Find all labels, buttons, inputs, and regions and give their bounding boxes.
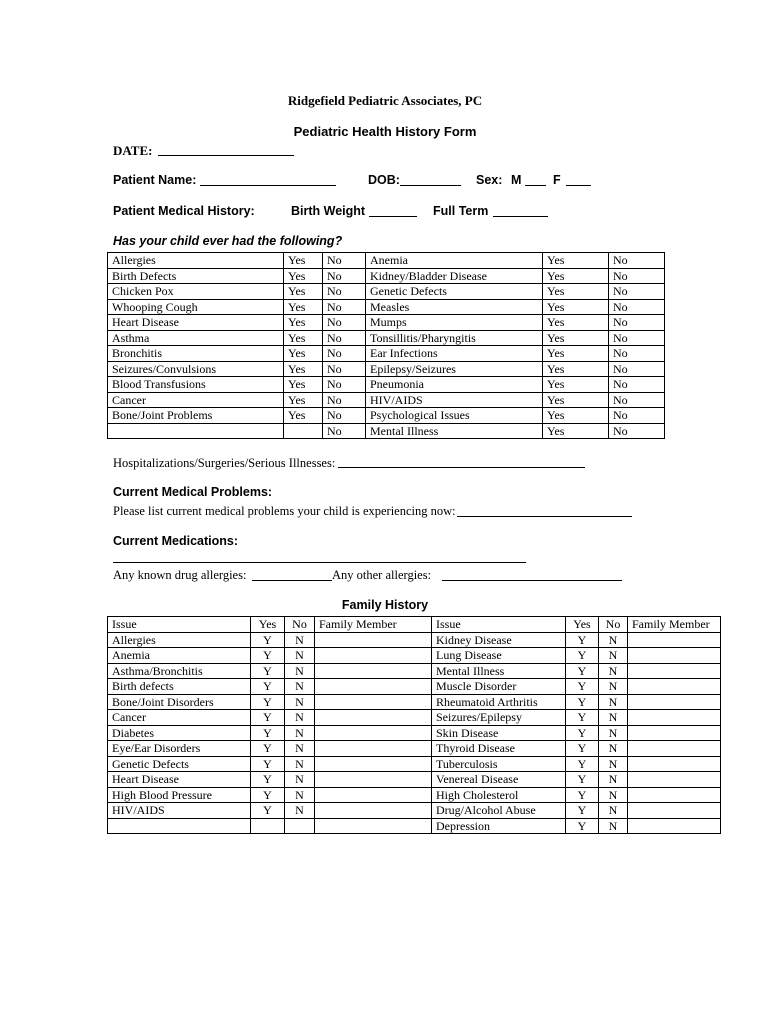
no-option[interactable]: No <box>609 361 665 377</box>
n-option[interactable]: N <box>285 741 315 757</box>
y-option[interactable]: Y <box>566 741 599 757</box>
condition-label: Blood Transfusions <box>108 377 284 393</box>
no-option[interactable]: No <box>609 408 665 424</box>
no-option[interactable]: No <box>609 268 665 284</box>
no-option[interactable]: No <box>323 392 366 408</box>
family-issue-label: Kidney Disease <box>432 632 566 648</box>
family-issue-label: Tuberculosis <box>432 756 566 772</box>
family-row <box>108 663 721 679</box>
family-member-field[interactable] <box>628 710 721 726</box>
current-problems-heading: Current Medical Problems: <box>113 485 273 499</box>
family-row <box>108 772 721 788</box>
n-option[interactable]: N <box>599 632 628 648</box>
condition-label: HIV/AIDS <box>366 392 543 408</box>
condition-label: Epilepsy/Seizures <box>366 361 543 377</box>
family-member-field[interactable] <box>315 787 432 803</box>
no-option[interactable]: No <box>323 330 366 346</box>
family-member-field[interactable] <box>315 741 432 757</box>
family-issue-label: High Cholesterol <box>432 787 566 803</box>
condition-label: Ear Infections <box>366 346 543 362</box>
family-issue-label: High Blood Pressure <box>108 787 251 803</box>
family-issue-label: Genetic Defects <box>108 756 251 772</box>
n-option[interactable]: N <box>599 663 628 679</box>
family-member-field[interactable] <box>628 663 721 679</box>
condition-label: Pneumonia <box>366 377 543 393</box>
y-option <box>251 818 285 834</box>
current-medications-field[interactable] <box>113 562 526 563</box>
yes-option[interactable]: Yes <box>543 284 609 300</box>
family-issue-label: Lung Disease <box>432 648 566 664</box>
history-row <box>108 361 665 377</box>
yes-option <box>284 423 323 439</box>
family-row <box>108 756 721 772</box>
family-member-field[interactable] <box>628 679 721 695</box>
n-option[interactable]: N <box>285 787 315 803</box>
family-row <box>108 694 721 710</box>
yes-option[interactable]: Yes <box>284 392 323 408</box>
family-member-field[interactable] <box>628 648 721 664</box>
family-member-field[interactable] <box>315 632 432 648</box>
family-issue-label: Thyroid Disease <box>432 741 566 757</box>
no-option[interactable]: No <box>609 315 665 331</box>
yes-option[interactable]: Yes <box>543 253 609 269</box>
y-option[interactable]: Y <box>251 803 285 819</box>
y-option[interactable]: Y <box>251 648 285 664</box>
family-issue-label: Seizures/Epilepsy <box>432 710 566 726</box>
family-member-field[interactable] <box>628 818 721 834</box>
y-option[interactable]: Y <box>566 694 599 710</box>
condition-label: Kidney/Bladder Disease <box>366 268 543 284</box>
yes-option[interactable]: Yes <box>284 346 323 362</box>
condition-label: Heart Disease <box>108 315 284 331</box>
history-row <box>108 408 665 424</box>
family-member-field[interactable] <box>315 710 432 726</box>
no-option[interactable]: No <box>609 377 665 393</box>
family-issue-label: Skin Disease <box>432 725 566 741</box>
no-option[interactable]: No <box>323 299 366 315</box>
no-option[interactable]: No <box>323 377 366 393</box>
condition-label: Asthma <box>108 330 284 346</box>
yes-option[interactable]: Yes <box>543 361 609 377</box>
n-option[interactable]: N <box>285 803 315 819</box>
n-option[interactable]: N <box>599 679 628 695</box>
no-column-header: No <box>285 617 315 633</box>
family-row <box>108 710 721 726</box>
y-option[interactable]: Y <box>251 756 285 772</box>
y-option[interactable]: Y <box>251 725 285 741</box>
family-issue-label: Allergies <box>108 632 251 648</box>
y-option[interactable]: Y <box>566 818 599 834</box>
condition-label: Bone/Joint Problems <box>108 408 284 424</box>
no-column-header: No <box>599 617 628 633</box>
sex-f-label: F <box>553 173 561 187</box>
n-option[interactable]: N <box>599 725 628 741</box>
y-option[interactable]: Y <box>566 710 599 726</box>
date-field[interactable] <box>158 155 294 156</box>
other-allergies-label: Any other allergies: <box>332 568 432 582</box>
yes-option[interactable]: Yes <box>284 361 323 377</box>
full-term-field[interactable] <box>493 216 548 217</box>
family-issue-label: Cancer <box>108 710 251 726</box>
y-option[interactable]: Y <box>251 663 285 679</box>
n-option[interactable]: N <box>285 710 315 726</box>
history-row <box>108 377 665 393</box>
n-option[interactable]: N <box>285 632 315 648</box>
family-issue-label: Drug/Alcohol Abuse <box>432 803 566 819</box>
family-row <box>108 818 721 834</box>
form-title: Pediatric Health History Form <box>293 124 477 139</box>
yes-option[interactable]: Yes <box>543 346 609 362</box>
current-medications-heading: Current Medications: <box>113 534 239 548</box>
history-row <box>108 392 665 408</box>
family-member-column-header: Family Member <box>628 617 721 633</box>
yes-option[interactable]: Yes <box>543 408 609 424</box>
no-option[interactable]: No <box>323 361 366 377</box>
n-option[interactable]: N <box>599 772 628 788</box>
history-row <box>108 423 665 439</box>
family-member-field[interactable] <box>628 725 721 741</box>
n-option[interactable]: N <box>285 725 315 741</box>
family-member-field <box>315 818 432 834</box>
n-option[interactable]: N <box>599 710 628 726</box>
current-problems-prompt: Please list current medical problems your child is experiencing now: <box>113 504 456 518</box>
family-issue-label: Eye/Ear Disorders <box>108 741 251 757</box>
date-label: DATE: <box>113 143 153 158</box>
n-option[interactable]: N <box>285 694 315 710</box>
condition-label: Mental Illness <box>366 423 543 439</box>
no-option[interactable]: No <box>609 299 665 315</box>
y-option[interactable]: Y <box>251 679 285 695</box>
family-member-field[interactable] <box>315 679 432 695</box>
n-option[interactable]: N <box>285 772 315 788</box>
family-row <box>108 803 721 819</box>
sex-m-label: M <box>511 173 522 187</box>
family-issue-label: Bone/Joint Disorders <box>108 694 251 710</box>
family-member-field[interactable] <box>628 772 721 788</box>
y-option[interactable]: Y <box>251 710 285 726</box>
condition-label: Genetic Defects <box>366 284 543 300</box>
family-member-field[interactable] <box>315 756 432 772</box>
no-option[interactable]: No <box>609 284 665 300</box>
n-option[interactable]: N <box>599 818 628 834</box>
history-row <box>108 284 665 300</box>
current-problems-field[interactable] <box>457 516 632 517</box>
issue-column-header: Issue <box>108 617 251 633</box>
yes-option[interactable]: Yes <box>284 377 323 393</box>
y-option[interactable]: Y <box>566 648 599 664</box>
yes-column-header: Yes <box>251 617 285 633</box>
y-option[interactable]: Y <box>566 679 599 695</box>
family-issue-label: HIV/AIDS <box>108 803 251 819</box>
yes-option[interactable]: Yes <box>284 408 323 424</box>
patient-name-label: Patient Name: <box>113 173 197 187</box>
family-member-field[interactable] <box>628 741 721 757</box>
y-option[interactable]: Y <box>566 725 599 741</box>
family-member-column-header: Family Member <box>315 617 432 633</box>
no-option[interactable]: No <box>323 346 366 362</box>
sex-label: Sex: <box>476 173 503 187</box>
family-member-field[interactable] <box>628 756 721 772</box>
history-row <box>108 330 665 346</box>
condition-label: Measles <box>366 299 543 315</box>
y-option[interactable]: Y <box>566 772 599 788</box>
n-option[interactable]: N <box>285 663 315 679</box>
n-option[interactable]: N <box>599 787 628 803</box>
no-option[interactable]: No <box>323 268 366 284</box>
y-option[interactable]: Y <box>251 694 285 710</box>
sex-m-field[interactable] <box>525 185 546 186</box>
condition-label: Allergies <box>108 253 284 269</box>
yes-column-header: Yes <box>566 617 599 633</box>
hospitalizations-field[interactable] <box>338 467 585 468</box>
condition-label: Mumps <box>366 315 543 331</box>
family-member-field[interactable] <box>628 632 721 648</box>
yes-option[interactable]: Yes <box>543 268 609 284</box>
condition-label <box>108 423 284 439</box>
y-option[interactable]: Y <box>566 663 599 679</box>
issue-column-header: Issue <box>432 617 566 633</box>
yes-option[interactable]: Yes <box>284 330 323 346</box>
family-issue-label: Anemia <box>108 648 251 664</box>
condition-label: Whooping Cough <box>108 299 284 315</box>
family-member-field[interactable] <box>628 787 721 803</box>
yes-option[interactable]: Yes <box>543 330 609 346</box>
yes-option[interactable]: Yes <box>284 299 323 315</box>
patient-name-field[interactable] <box>200 185 336 186</box>
condition-label: Psychological Issues <box>366 408 543 424</box>
condition-label: Cancer <box>108 392 284 408</box>
condition-label: Chicken Pox <box>108 284 284 300</box>
family-issue-label: Rheumatoid Arthritis <box>432 694 566 710</box>
family-issue-label: Mental Illness <box>432 663 566 679</box>
no-option[interactable]: No <box>609 392 665 408</box>
n-option[interactable]: N <box>599 694 628 710</box>
family-row <box>108 648 721 664</box>
n-option[interactable]: N <box>285 648 315 664</box>
hospitalizations-label: Hospitalizations/Surgeries/Serious Illnesses: <box>113 456 336 470</box>
n-option[interactable]: N <box>599 803 628 819</box>
family-member-field[interactable] <box>315 772 432 788</box>
yes-option[interactable]: Yes <box>543 299 609 315</box>
no-option[interactable]: No <box>323 253 366 269</box>
family-history-heading: Family History <box>341 598 429 612</box>
y-option[interactable]: Y <box>566 632 599 648</box>
birth-weight-field[interactable] <box>369 216 417 217</box>
n-option[interactable]: N <box>285 756 315 772</box>
no-option[interactable]: No <box>609 253 665 269</box>
family-member-field[interactable] <box>315 725 432 741</box>
drug-allergies-label: Any known drug allergies: <box>113 568 247 582</box>
dob-field[interactable] <box>400 185 461 186</box>
history-row <box>108 299 665 315</box>
family-member-field[interactable] <box>315 663 432 679</box>
family-issue-label <box>108 818 251 834</box>
family-row <box>108 632 721 648</box>
family-issue-label: Muscle Disorder <box>432 679 566 695</box>
family-row <box>108 725 721 741</box>
condition-label: Birth Defects <box>108 268 284 284</box>
n-option[interactable]: N <box>285 679 315 695</box>
practice-name: Ridgefield Pediatric Associates, PC <box>287 93 483 108</box>
other-allergies-field[interactable] <box>442 580 622 581</box>
n-option <box>285 818 315 834</box>
y-option[interactable]: Y <box>251 772 285 788</box>
full-term-label: Full Term <box>433 204 489 218</box>
history-row <box>108 315 665 331</box>
no-option[interactable]: No <box>609 346 665 362</box>
n-option[interactable]: N <box>599 756 628 772</box>
no-option[interactable]: No <box>323 284 366 300</box>
history-row <box>108 346 665 362</box>
drug-allergies-field[interactable] <box>252 580 332 581</box>
y-option[interactable]: Y <box>251 632 285 648</box>
family-issue-label: Heart Disease <box>108 772 251 788</box>
family-row <box>108 679 721 695</box>
family-member-field[interactable] <box>315 694 432 710</box>
family-member-field[interactable] <box>628 694 721 710</box>
condition-label: Anemia <box>366 253 543 269</box>
y-option[interactable]: Y <box>566 756 599 772</box>
y-option[interactable]: Y <box>566 803 599 819</box>
yes-option[interactable]: Yes <box>284 268 323 284</box>
yes-option[interactable]: Yes <box>543 423 609 439</box>
history-row <box>108 253 665 269</box>
n-option[interactable]: N <box>599 648 628 664</box>
no-option[interactable]: No <box>323 408 366 424</box>
yes-option[interactable]: Yes <box>284 315 323 331</box>
sex-f-field[interactable] <box>566 185 591 186</box>
family-issue-label: Depression <box>432 818 566 834</box>
medical-history-label: Patient Medical History: <box>113 204 255 218</box>
no-option[interactable]: No <box>323 423 366 439</box>
dob-label: DOB: <box>368 173 400 187</box>
family-member-field[interactable] <box>315 803 432 819</box>
yes-option[interactable]: Yes <box>543 392 609 408</box>
history-row <box>108 268 665 284</box>
history-table <box>107 252 665 439</box>
birth-weight-label: Birth Weight <box>291 204 366 218</box>
no-option[interactable]: No <box>609 330 665 346</box>
family-member-field[interactable] <box>628 803 721 819</box>
family-issue-label: Diabetes <box>108 725 251 741</box>
no-option[interactable]: No <box>323 315 366 331</box>
yes-option[interactable]: Yes <box>284 253 323 269</box>
family-issue-label: Asthma/Bronchitis <box>108 663 251 679</box>
yes-option[interactable]: Yes <box>284 284 323 300</box>
family-issue-label: Venereal Disease <box>432 772 566 788</box>
history-question: Has your child ever had the following? <box>113 234 343 248</box>
n-option[interactable]: N <box>599 741 628 757</box>
family-row <box>108 787 721 803</box>
y-option[interactable]: Y <box>251 741 285 757</box>
condition-label: Tonsillitis/Pharyngitis <box>366 330 543 346</box>
family-header-row <box>108 617 721 633</box>
condition-label: Bronchitis <box>108 346 284 362</box>
y-option[interactable]: Y <box>251 787 285 803</box>
condition-label: Seizures/Convulsions <box>108 361 284 377</box>
yes-option[interactable]: Yes <box>543 377 609 393</box>
family-row <box>108 741 721 757</box>
yes-option[interactable]: Yes <box>543 315 609 331</box>
y-option[interactable]: Y <box>566 787 599 803</box>
family-issue-label: Birth defects <box>108 679 251 695</box>
no-option[interactable]: No <box>609 423 665 439</box>
family-member-field[interactable] <box>315 648 432 664</box>
family-history-table <box>107 616 721 834</box>
